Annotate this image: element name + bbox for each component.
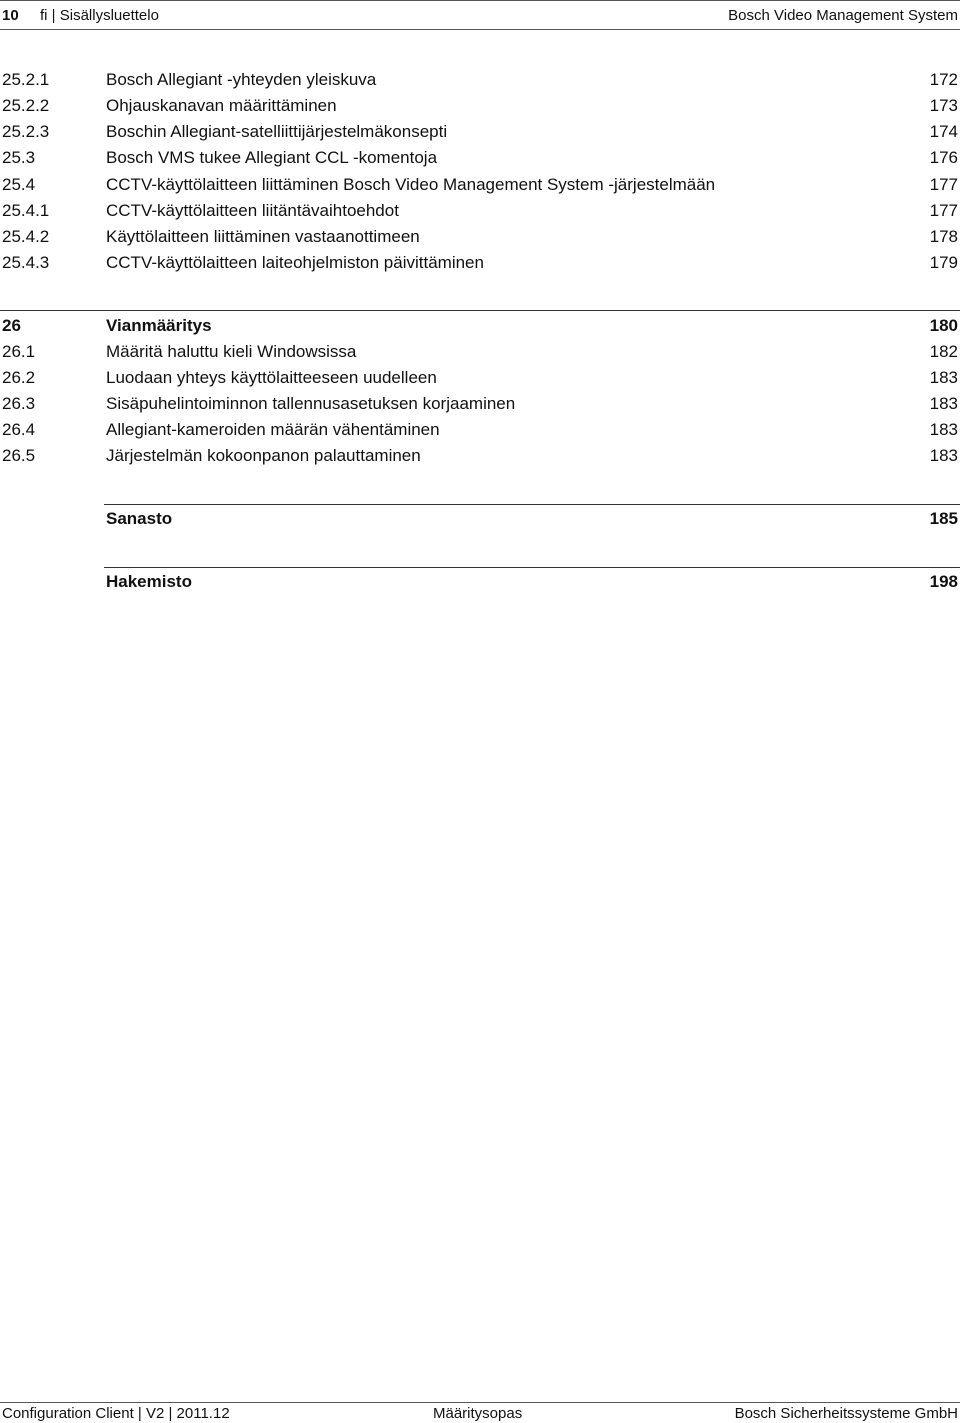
toc-entry-title: CCTV-käyttölaitteen liitäntävaihtoehdot bbox=[106, 201, 399, 220]
toc-glossary-title: Sanasto bbox=[106, 509, 173, 528]
toc-entry-page: 182 bbox=[929, 342, 958, 361]
toc-entry-number: 26.1 bbox=[2, 342, 36, 361]
toc-index-title: Hakemisto bbox=[106, 572, 192, 591]
toc-entry-page: 174 bbox=[929, 122, 958, 141]
toc-entry-number: 25.4.3 bbox=[2, 253, 50, 272]
toc-entry-title: Sisäpuhelintoiminnon tallennusasetuksen korjaaminen bbox=[106, 394, 516, 413]
toc-entry-number: 25.4 bbox=[2, 175, 36, 194]
toc-glossary-page: 185 bbox=[929, 509, 958, 528]
toc-entry[interactable] bbox=[0, 198, 960, 224]
toc-entry-page: 173 bbox=[929, 96, 958, 115]
footer-company: Bosch Sicherheitssysteme GmbH bbox=[734, 1405, 958, 1422]
toc-entry-title: CCTV-käyttölaitteen laiteohjelmiston päivittäminen bbox=[106, 253, 484, 272]
toc-entry-title: Bosch VMS tukee Allegiant CCL -komentoja bbox=[106, 148, 438, 167]
toc-entry-page: 183 bbox=[929, 446, 958, 465]
toc-entry-title: Määritä haluttu kieli Windowsissa bbox=[106, 342, 357, 361]
toc-entry[interactable] bbox=[0, 365, 960, 391]
toc-entry-title: Käyttölaitteen liittäminen vastaanottimeen bbox=[106, 227, 420, 246]
toc-entry[interactable] bbox=[0, 417, 960, 443]
toc-entry-page: 183 bbox=[929, 368, 958, 387]
toc-index-entry[interactable] bbox=[0, 569, 960, 595]
toc-entry-number: 25.3 bbox=[2, 148, 36, 167]
toc-entry-page: 177 bbox=[929, 175, 958, 194]
header-chapter-title: fi | Sisällysluettelo bbox=[40, 7, 159, 24]
footer-document-version: Configuration Client | V2 | 2011.12 bbox=[2, 1405, 230, 1422]
toc-entry-title: Järjestelmän kokoonpanon palauttaminen bbox=[106, 446, 421, 465]
toc-entry-page: 183 bbox=[929, 420, 958, 439]
toc-entry-number: 26.3 bbox=[2, 394, 36, 413]
toc-entry-number: 26.2 bbox=[2, 368, 36, 387]
toc-entry[interactable] bbox=[0, 443, 960, 469]
toc-entry-page: 179 bbox=[929, 253, 958, 272]
toc-entry-title: Allegiant-kameroiden määrän vähentäminen bbox=[106, 420, 440, 439]
toc-entry[interactable] bbox=[0, 391, 960, 417]
toc-entry-page: 172 bbox=[929, 70, 958, 89]
toc-entry[interactable] bbox=[0, 119, 960, 145]
toc-entry[interactable] bbox=[0, 339, 960, 365]
toc-entry-number: 25.2.1 bbox=[2, 70, 50, 89]
toc-entry-title: Luodaan yhteys käyttölaitteeseen uudelleen bbox=[106, 368, 437, 387]
toc-index-page: 198 bbox=[929, 572, 958, 591]
toc-entry-page: 178 bbox=[929, 227, 958, 246]
toc-glossary-entry[interactable] bbox=[0, 506, 960, 532]
toc-chapter-entry[interactable] bbox=[0, 313, 960, 339]
toc-entry-number: 25.2.2 bbox=[2, 96, 50, 115]
toc-entry-number: 25.4.2 bbox=[2, 227, 50, 246]
toc-entry-number: 26.4 bbox=[2, 420, 36, 439]
toc-entry-title: Ohjauskanavan määrittäminen bbox=[106, 96, 337, 115]
toc-entry[interactable] bbox=[0, 224, 960, 250]
chapter-divider bbox=[0, 310, 960, 311]
toc-entry-title: Boschin Allegiant-satelliittijärjestelmäkonsepti bbox=[106, 122, 448, 141]
toc-chapter-title: Vianmääritys bbox=[106, 316, 212, 335]
page-header bbox=[0, 0, 960, 30]
toc-entry[interactable] bbox=[0, 67, 960, 93]
toc-entry-page: 176 bbox=[929, 148, 958, 167]
page-footer bbox=[0, 1402, 960, 1423]
toc-entry[interactable] bbox=[0, 145, 960, 171]
toc-entry-title: Bosch Allegiant -yhteyden yleiskuva bbox=[106, 70, 377, 89]
toc-chapter-page: 180 bbox=[929, 316, 958, 335]
toc-entry[interactable] bbox=[0, 93, 960, 119]
index-divider bbox=[104, 567, 960, 568]
toc-entry[interactable] bbox=[0, 250, 960, 276]
toc-entry[interactable] bbox=[0, 172, 960, 198]
footer-document-type: Määritysopas bbox=[433, 1405, 523, 1422]
toc-entry-number: 26.5 bbox=[2, 446, 36, 465]
glossary-divider bbox=[104, 504, 960, 505]
toc-entry-title: CCTV-käyttölaitteen liittäminen Bosch Video Management System -järjestelmään bbox=[106, 175, 716, 194]
toc-entry-number: 25.2.3 bbox=[2, 122, 50, 141]
toc-chapter-number: 26 bbox=[2, 316, 21, 335]
page-number: 10 bbox=[2, 7, 19, 24]
toc-entry-number: 25.4.1 bbox=[2, 201, 50, 220]
toc-entry-page: 177 bbox=[929, 201, 958, 220]
toc-entry-page: 183 bbox=[929, 394, 958, 413]
header-product-name: Bosch Video Management System bbox=[728, 7, 958, 24]
